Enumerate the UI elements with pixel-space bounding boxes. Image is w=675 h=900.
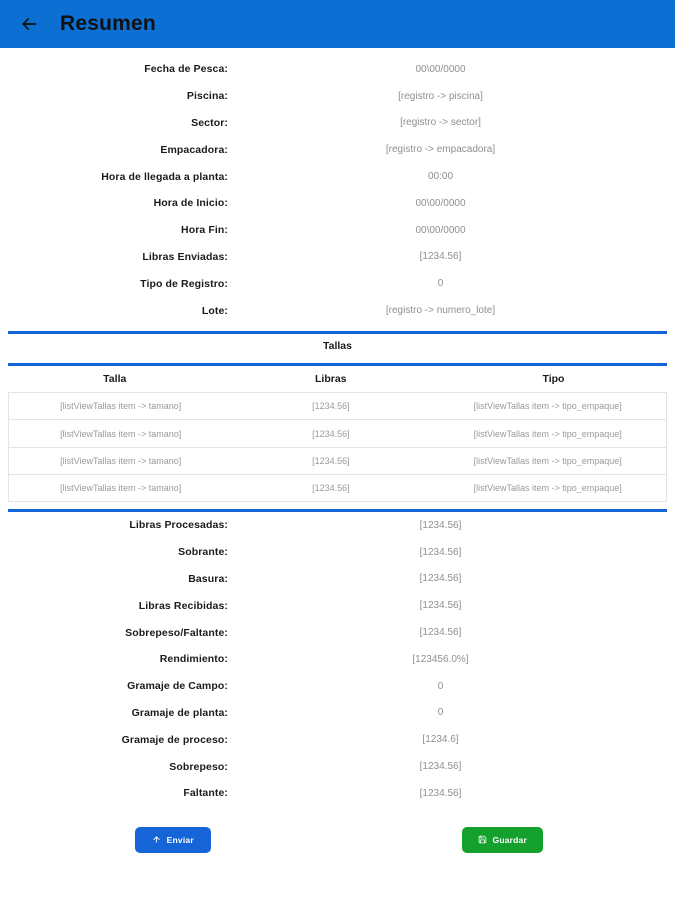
detail-label: Gramaje de Campo: — [127, 680, 228, 693]
detail-value: [1234.56] — [419, 573, 462, 585]
tallas-table-title: Tallas — [323, 339, 352, 352]
detail-row — [0, 512, 675, 539]
detail-label: Hora Fin: — [181, 224, 228, 237]
guardar-button[interactable] — [462, 827, 543, 853]
detail-row — [0, 297, 675, 324]
detail-label: Fecha de Pesca: — [144, 63, 228, 76]
cell-talla: [listViewTallas item -> tamano] — [60, 401, 182, 412]
detail-row — [0, 217, 675, 244]
detail-label: Tipo de Registro: — [140, 277, 228, 290]
detail-value: [registro -> piscina] — [398, 90, 483, 102]
detail-label: Piscina: — [186, 90, 228, 103]
detail-row — [0, 270, 675, 297]
cell-libras: [1234.56] — [312, 456, 350, 467]
save-action-cell — [338, 827, 668, 853]
detail-label: Libras Procesadas: — [129, 519, 228, 532]
action-bar — [0, 827, 675, 853]
detail-value: [1234.56] — [419, 251, 462, 263]
detail-label: Basura: — [188, 572, 228, 585]
page-title: Resumen — [60, 12, 156, 35]
cell-talla: [listViewTallas item -> tamano] — [60, 428, 182, 439]
detail-label: Rendimiento: — [159, 653, 228, 666]
detail-row — [0, 163, 675, 190]
detail-row — [0, 780, 675, 807]
column-header-tipo: Tipo — [542, 372, 565, 385]
detail-row — [0, 83, 675, 110]
detail-value: [1234.56] — [419, 600, 462, 612]
save-icon — [478, 835, 487, 844]
detail-label: Libras Enviadas: — [142, 250, 228, 263]
detail-label: Lote: — [201, 304, 228, 317]
detail-label: Libras Recibidas: — [138, 599, 228, 612]
detail-row — [0, 136, 675, 163]
detail-label: Sobrepeso/Faltante: — [125, 626, 228, 639]
cell-tipo: [listViewTallas item -> tipo_empaque] — [473, 456, 622, 467]
arrow-left-icon — [19, 14, 39, 34]
detail-row — [0, 244, 675, 271]
detail-value: 0 — [437, 278, 444, 290]
cell-talla: [listViewTallas item -> tamano] — [60, 456, 182, 467]
app-bar — [0, 0, 675, 48]
table-row[interactable] — [8, 447, 667, 475]
detail-row — [0, 726, 675, 753]
detail-row — [0, 56, 675, 83]
send-action-cell — [8, 827, 338, 853]
detail-row — [0, 646, 675, 673]
detail-row — [0, 753, 675, 780]
detail-label: Faltante: — [183, 787, 228, 800]
table-row[interactable] — [8, 474, 667, 502]
detail-value: [1234.56] — [419, 761, 462, 773]
detail-row — [0, 619, 675, 646]
detail-label: Gramaje de proceso: — [121, 733, 228, 746]
cell-libras: [1234.56] — [312, 428, 350, 439]
detail-label: Hora de Inicio: — [153, 197, 228, 210]
detail-value: [registro -> numero_lote] — [385, 305, 496, 317]
details-top-section — [0, 56, 675, 324]
column-header-talla: Talla — [103, 372, 127, 385]
detail-label: Sobrante: — [178, 546, 228, 559]
details-bottom-section — [0, 512, 675, 807]
detail-value: 00\00/0000 — [415, 224, 466, 236]
table-row[interactable] — [8, 419, 667, 447]
detail-value: [123456.0%] — [412, 653, 469, 665]
detail-value: [registro -> sector] — [400, 117, 481, 129]
detail-label: Sobrepeso: — [169, 760, 228, 773]
detail-value: [1234.56] — [419, 627, 462, 639]
detail-value: [registro -> empacadora] — [385, 144, 496, 156]
tallas-table-body — [0, 392, 675, 502]
detail-row — [0, 700, 675, 727]
cell-tipo: [listViewTallas item -> tipo_empaque] — [473, 428, 622, 439]
upload-icon — [152, 835, 161, 844]
detail-row — [0, 110, 675, 137]
detail-value: 00\00/0000 — [415, 197, 466, 209]
enviar-button[interactable] — [135, 827, 211, 853]
detail-row — [0, 673, 675, 700]
detail-row — [0, 539, 675, 566]
cell-libras: [1234.56] — [312, 401, 350, 412]
back-button[interactable] — [14, 9, 44, 39]
tallas-table-header — [0, 366, 675, 392]
detail-value: [1234.56] — [419, 519, 462, 531]
detail-value: [1234.6] — [422, 734, 459, 746]
content-scroll[interactable] — [0, 48, 675, 900]
table-row[interactable] — [8, 392, 667, 420]
detail-row — [0, 190, 675, 217]
detail-value: 0 — [437, 707, 444, 719]
detail-value: 0 — [437, 680, 444, 692]
guardar-button-label: Guardar — [492, 834, 527, 845]
detail-label: Sector: — [191, 116, 228, 129]
detail-row — [0, 566, 675, 593]
detail-label: Empacadora: — [160, 143, 228, 156]
enviar-button-label: Enviar — [166, 834, 194, 845]
cell-talla: [listViewTallas item -> tamano] — [60, 483, 182, 494]
detail-label: Gramaje de planta: — [131, 706, 228, 719]
detail-value: [1234.56] — [419, 787, 462, 799]
detail-row — [0, 592, 675, 619]
cell-tipo: [listViewTallas item -> tipo_empaque] — [473, 401, 622, 412]
column-header-libras: Libras — [314, 372, 347, 385]
cell-tipo: [listViewTallas item -> tipo_empaque] — [473, 483, 622, 494]
detail-value: [1234.56] — [419, 546, 462, 558]
cell-libras: [1234.56] — [312, 483, 350, 494]
detail-value: 00\00/0000 — [415, 63, 466, 75]
detail-label: Hora de llegada a planta: — [101, 170, 228, 183]
detail-value: 00:00 — [427, 171, 454, 183]
